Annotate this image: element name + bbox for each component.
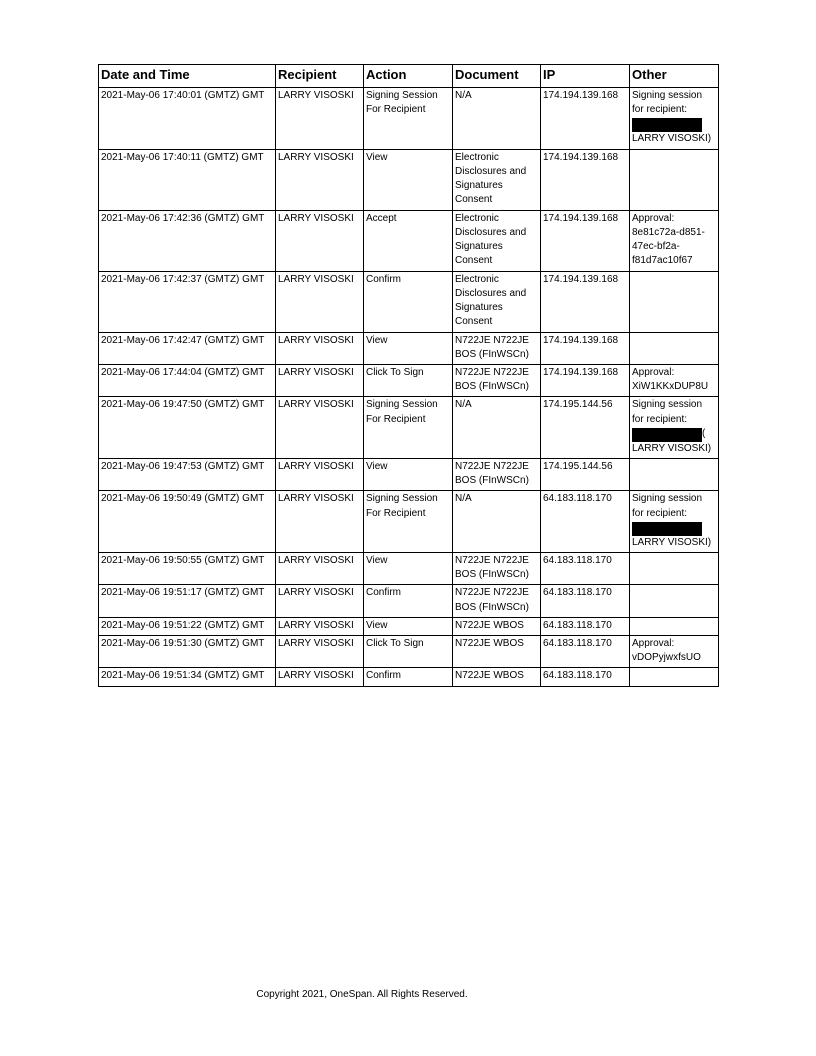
cell-ip: 174.195.144.56 [541, 459, 630, 491]
cell-other [630, 617, 719, 635]
cell-other [630, 88, 719, 150]
cell-ip: 174.194.139.168 [541, 271, 630, 332]
cell-document: N/A [453, 88, 541, 150]
cell-recipient: LARRY VISOSKI [276, 271, 364, 332]
cell-datetime: 2021-May-06 19:47:53 (GMTZ) GMT [99, 459, 276, 491]
table-row [99, 585, 719, 617]
cell-action: Confirm [364, 668, 453, 686]
table-row [99, 668, 719, 686]
cell-other: Approval: vDOPyjwxfsUO [630, 636, 719, 668]
cell-datetime: 2021-May-06 19:51:34 (GMTZ) GMT [99, 668, 276, 686]
cell-other [630, 491, 719, 553]
redaction-box [632, 118, 702, 132]
table-row [99, 459, 719, 491]
cell-recipient: LARRY VISOSKI [276, 149, 364, 210]
cell-action: View [364, 149, 453, 210]
other-recipient: LARRY VISOSKI) [632, 133, 712, 145]
cell-action: Click To Sign [364, 636, 453, 668]
cell-action: Signing Session For Recipient [364, 491, 453, 553]
cell-datetime: 2021-May-06 17:40:11 (GMTZ) GMT [99, 149, 276, 210]
cell-recipient: LARRY VISOSKI [276, 459, 364, 491]
cell-recipient: LARRY VISOSKI [276, 332, 364, 364]
audit-table-header [99, 65, 719, 88]
cell-recipient: LARRY VISOSKI [276, 668, 364, 686]
cell-datetime: 2021-May-06 19:50:49 (GMTZ) GMT [99, 491, 276, 553]
audit-table-body [99, 88, 719, 687]
cell-ip: 174.194.139.168 [541, 365, 630, 397]
cell-action: Confirm [364, 585, 453, 617]
cell-document: N722JE N722JE BOS (FInWSCn) [453, 332, 541, 364]
cell-other [630, 668, 719, 686]
other-label: Signing session for recipient: [632, 493, 703, 519]
table-row [99, 332, 719, 364]
cell-document: Electronic Disclosures and Signatures Consent [453, 271, 541, 332]
cell-datetime: 2021-May-06 19:47:50 (GMTZ) GMT [99, 397, 276, 459]
header-action: Action [364, 65, 453, 88]
other-recipient: LARRY VISOSKI) [632, 536, 712, 548]
redaction-box [632, 522, 702, 536]
cell-other [630, 585, 719, 617]
cell-other [630, 397, 719, 459]
cell-recipient: LARRY VISOSKI [276, 636, 364, 668]
cell-document: N722JE WBOS [453, 636, 541, 668]
cell-other [630, 459, 719, 491]
table-row [99, 365, 719, 397]
cell-ip: 174.194.139.168 [541, 332, 630, 364]
cell-ip: 64.183.118.170 [541, 585, 630, 617]
table-row [99, 491, 719, 553]
cell-action: Accept [364, 210, 453, 271]
cell-document: N722JE N722JE BOS (FInWSCn) [453, 553, 541, 585]
cell-datetime: 2021-May-06 19:51:17 (GMTZ) GMT [99, 585, 276, 617]
cell-recipient: LARRY VISOSKI [276, 553, 364, 585]
cell-ip: 174.194.139.168 [541, 88, 630, 150]
header-document: Document [453, 65, 541, 88]
other-label: Signing session for recipient: [632, 399, 703, 425]
cell-ip: 64.183.118.170 [541, 668, 630, 686]
cell-document: N722JE WBOS [453, 668, 541, 686]
cell-datetime: 2021-May-06 17:42:47 (GMTZ) GMT [99, 332, 276, 364]
cell-other [630, 332, 719, 364]
cell-datetime: 2021-May-06 17:42:37 (GMTZ) GMT [99, 271, 276, 332]
table-row [99, 617, 719, 635]
table-row [99, 271, 719, 332]
header-date-and-time: Date and Time [99, 65, 276, 88]
table-row [99, 210, 719, 271]
cell-datetime: 2021-May-06 17:42:36 (GMTZ) GMT [99, 210, 276, 271]
footer-copyright: Copyright 2021, OneSpan. All Rights Reserved. [256, 989, 468, 1000]
cell-recipient: LARRY VISOSKI [276, 397, 364, 459]
cell-datetime: 2021-May-06 19:51:30 (GMTZ) GMT [99, 636, 276, 668]
cell-action: Signing Session For Recipient [364, 397, 453, 459]
cell-ip: 174.195.144.56 [541, 397, 630, 459]
cell-datetime: 2021-May-06 17:44:04 (GMTZ) GMT [99, 365, 276, 397]
cell-action: Confirm [364, 271, 453, 332]
cell-other [630, 553, 719, 585]
cell-action: View [364, 553, 453, 585]
cell-document: N/A [453, 491, 541, 553]
cell-action: Signing Session For Recipient [364, 88, 453, 150]
cell-ip: 174.194.139.168 [541, 210, 630, 271]
table-row [99, 88, 719, 150]
cell-document: N722JE N722JE BOS (FInWSCn) [453, 365, 541, 397]
header-ip: IP [541, 65, 630, 88]
cell-action: View [364, 332, 453, 364]
cell-ip: 174.194.139.168 [541, 149, 630, 210]
header-recipient: Recipient [276, 65, 364, 88]
cell-recipient: LARRY VISOSKI [276, 210, 364, 271]
cell-recipient: LARRY VISOSKI [276, 617, 364, 635]
table-row [99, 397, 719, 459]
cell-ip: 64.183.118.170 [541, 617, 630, 635]
table-row [99, 553, 719, 585]
cell-action: View [364, 617, 453, 635]
cell-recipient: LARRY VISOSKI [276, 585, 364, 617]
cell-document: Electronic Disclosures and Signatures Consent [453, 210, 541, 271]
header-other: Other [630, 65, 719, 88]
cell-document: N722JE N722JE BOS (FInWSCn) [453, 459, 541, 491]
cell-ip: 64.183.118.170 [541, 491, 630, 553]
cell-action: Click To Sign [364, 365, 453, 397]
other-label: Signing session for recipient: [632, 90, 703, 116]
cell-other: Approval: 8e81c72a-d851-47ec-bf2a-f81d7ac10f67 [630, 210, 719, 271]
table-row [99, 149, 719, 210]
other-paren: ( [702, 427, 706, 439]
cell-document: N722JE WBOS [453, 617, 541, 635]
cell-other [630, 271, 719, 332]
cell-recipient: LARRY VISOSKI [276, 491, 364, 553]
cell-document: N722JE N722JE BOS (FInWSCn) [453, 585, 541, 617]
other-recipient: LARRY VISOSKI) [632, 442, 712, 454]
table-row [99, 636, 719, 668]
cell-other [630, 149, 719, 210]
cell-document: N/A [453, 397, 541, 459]
cell-ip: 64.183.118.170 [541, 636, 630, 668]
cell-datetime: 2021-May-06 19:51:22 (GMTZ) GMT [99, 617, 276, 635]
cell-datetime: 2021-May-06 17:40:01 (GMTZ) GMT [99, 88, 276, 150]
redaction-box [632, 428, 702, 442]
header-row [99, 65, 719, 88]
cell-ip: 64.183.118.170 [541, 553, 630, 585]
cell-other: Approval: XiW1KKxDUP8U [630, 365, 719, 397]
cell-recipient: LARRY VISOSKI [276, 365, 364, 397]
cell-document: Electronic Disclosures and Signatures Consent [453, 149, 541, 210]
audit-trail-table [98, 64, 719, 687]
cell-datetime: 2021-May-06 19:50:55 (GMTZ) GMT [99, 553, 276, 585]
cell-recipient: LARRY VISOSKI [276, 88, 364, 150]
cell-action: View [364, 459, 453, 491]
